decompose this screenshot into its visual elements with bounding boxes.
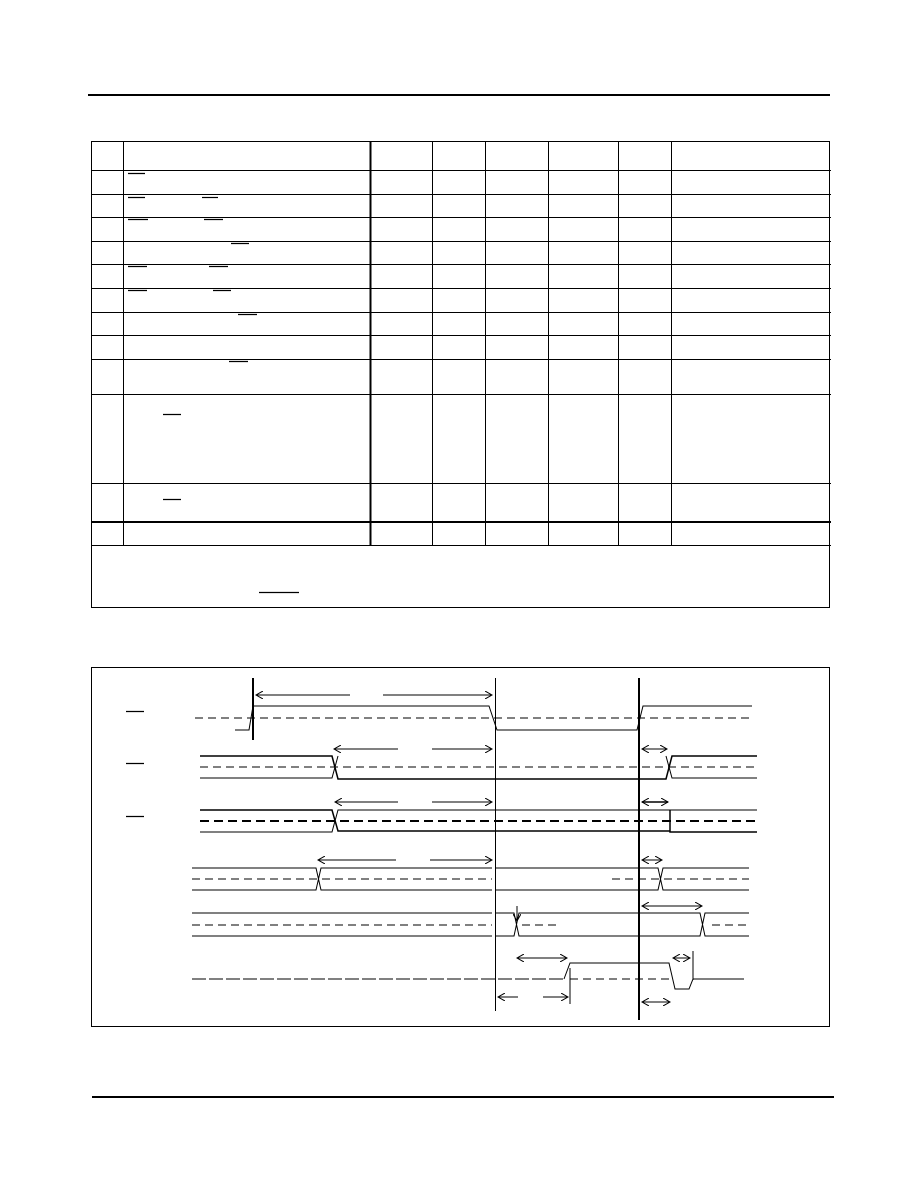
signal-6-waveform: [192, 951, 744, 1004]
signal-2-waveform: [200, 749, 757, 779]
overbar-marks: [128, 174, 299, 593]
timing-waveforms: [92, 668, 831, 1028]
footer-rule: [92, 1096, 834, 1098]
signal-5-waveform: [192, 906, 749, 936]
signal-overbars: [126, 712, 144, 817]
signal-3-waveform: [200, 802, 757, 832]
header-rule: [88, 94, 830, 96]
ac-characteristics-table: [91, 141, 830, 608]
read-cycle-timing-diagram: [91, 667, 830, 1027]
table-grid: [92, 142, 831, 609]
signal-1-waveform: [195, 695, 752, 730]
signal-4-waveform: [192, 860, 749, 890]
